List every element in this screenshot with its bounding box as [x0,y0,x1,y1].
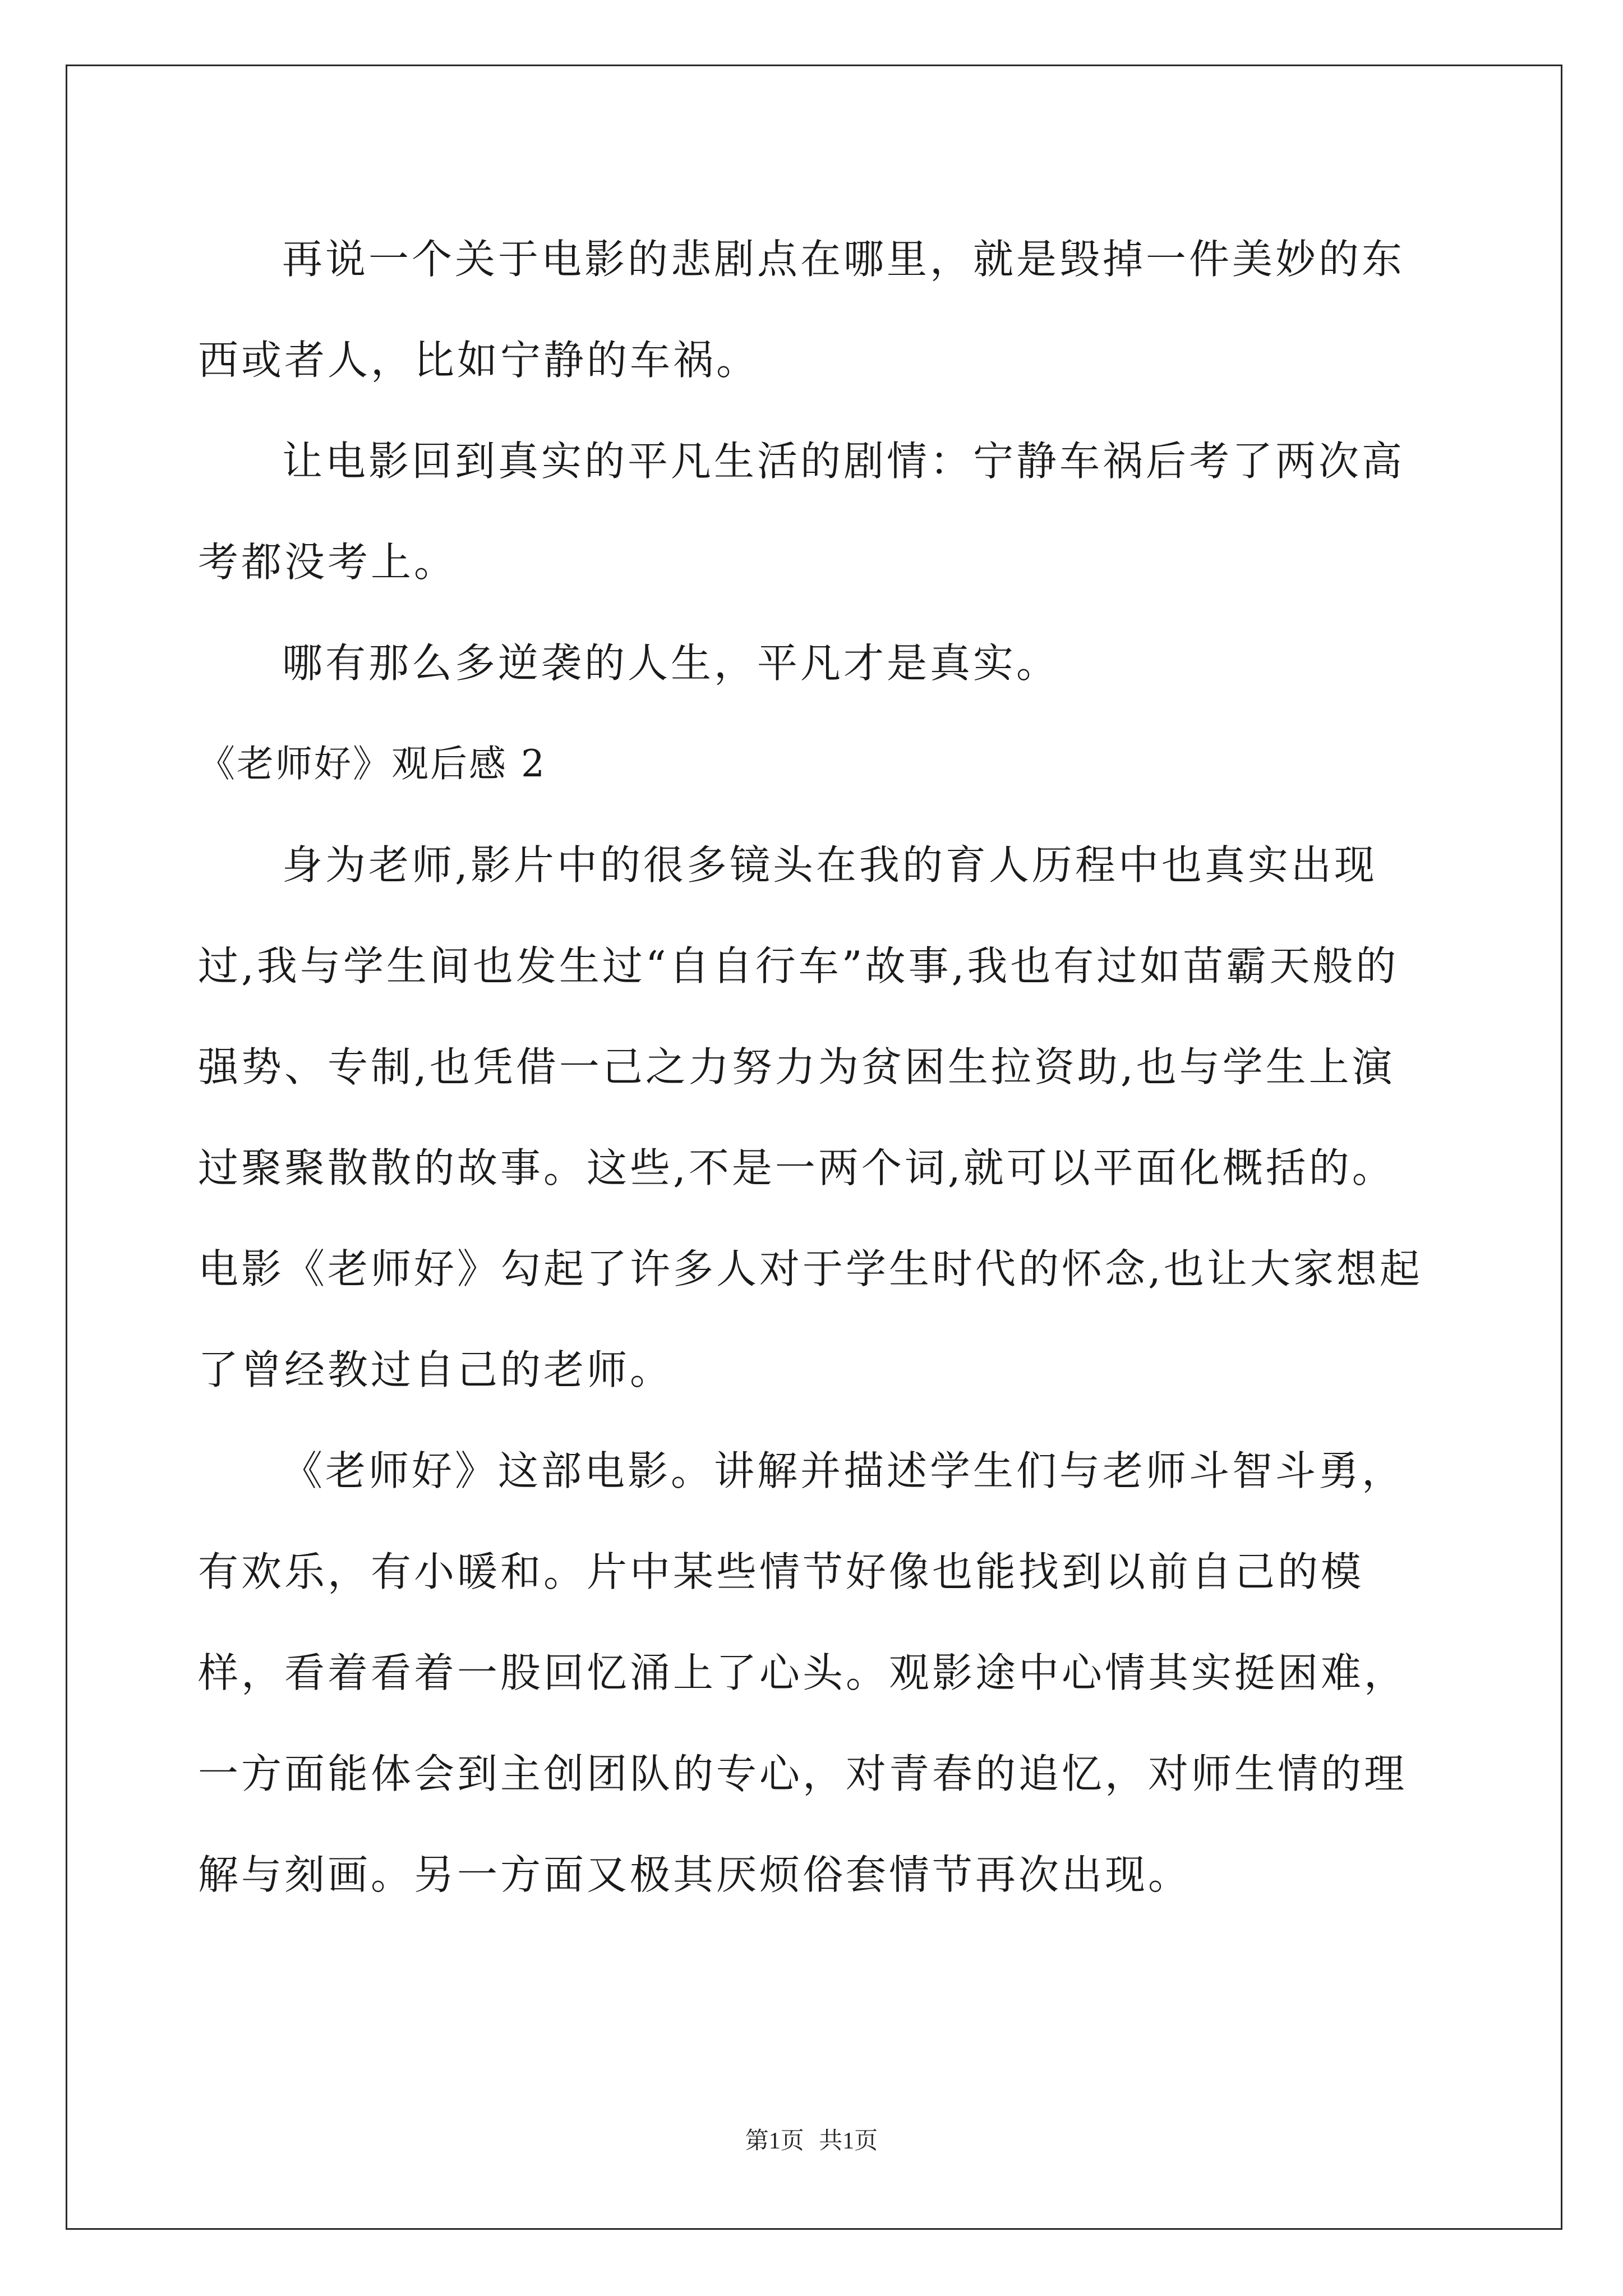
document-body [198,209,1432,1925]
paragraph: 再说一个关于电影的悲剧点在哪里，就是毁掉一件美妙的东西或者人，比如宁静的车祸。 [198,236,1405,384]
section-heading: 《老师好》观后感 2 [198,742,546,785]
page-total: 共1页 [819,2128,878,2154]
paragraph: 身为老师,影片中的很多镜头在我的育人历程中也真实出现过,我与学生间也发生过“自自行车”故事,我也有过如苗霸天般的强势、专制,也凭借一己之力努力为贫困生拉资助,也与学生上演过聚聚散散的故事。这些,不是一两个词,就可以平面化概括的。电影《老师好》勾起了许多人对于学生时代的怀念,也让大家想起了曾经教过自己的老师。 [198,841,1423,1393]
page-footer [0,2122,1623,2156]
paragraph: 《老师好》这部电影。讲解并描述学生们与老师斗智斗勇，有欢乐，有小暖和。片中某些情节好像也能找到以前自己的模样，看着看着一股回忆涌上了心头。观影途中心情其实挺困难，一方面能体会到主创团队的专心，对青春的追忆，对师生情的理解与刻画。另一方面又极其厌烦俗套情节再次出现。 [198,1447,1408,1898]
paragraph: 让电影回到真实的平凡生活的剧情：宁静车祸后考了两次高考都没考上。 [198,438,1405,586]
page-number: 第1页 [745,2128,804,2154]
paragraph: 哪有那么多逆袭的人生，平凡才是真实。 [282,639,1060,687]
